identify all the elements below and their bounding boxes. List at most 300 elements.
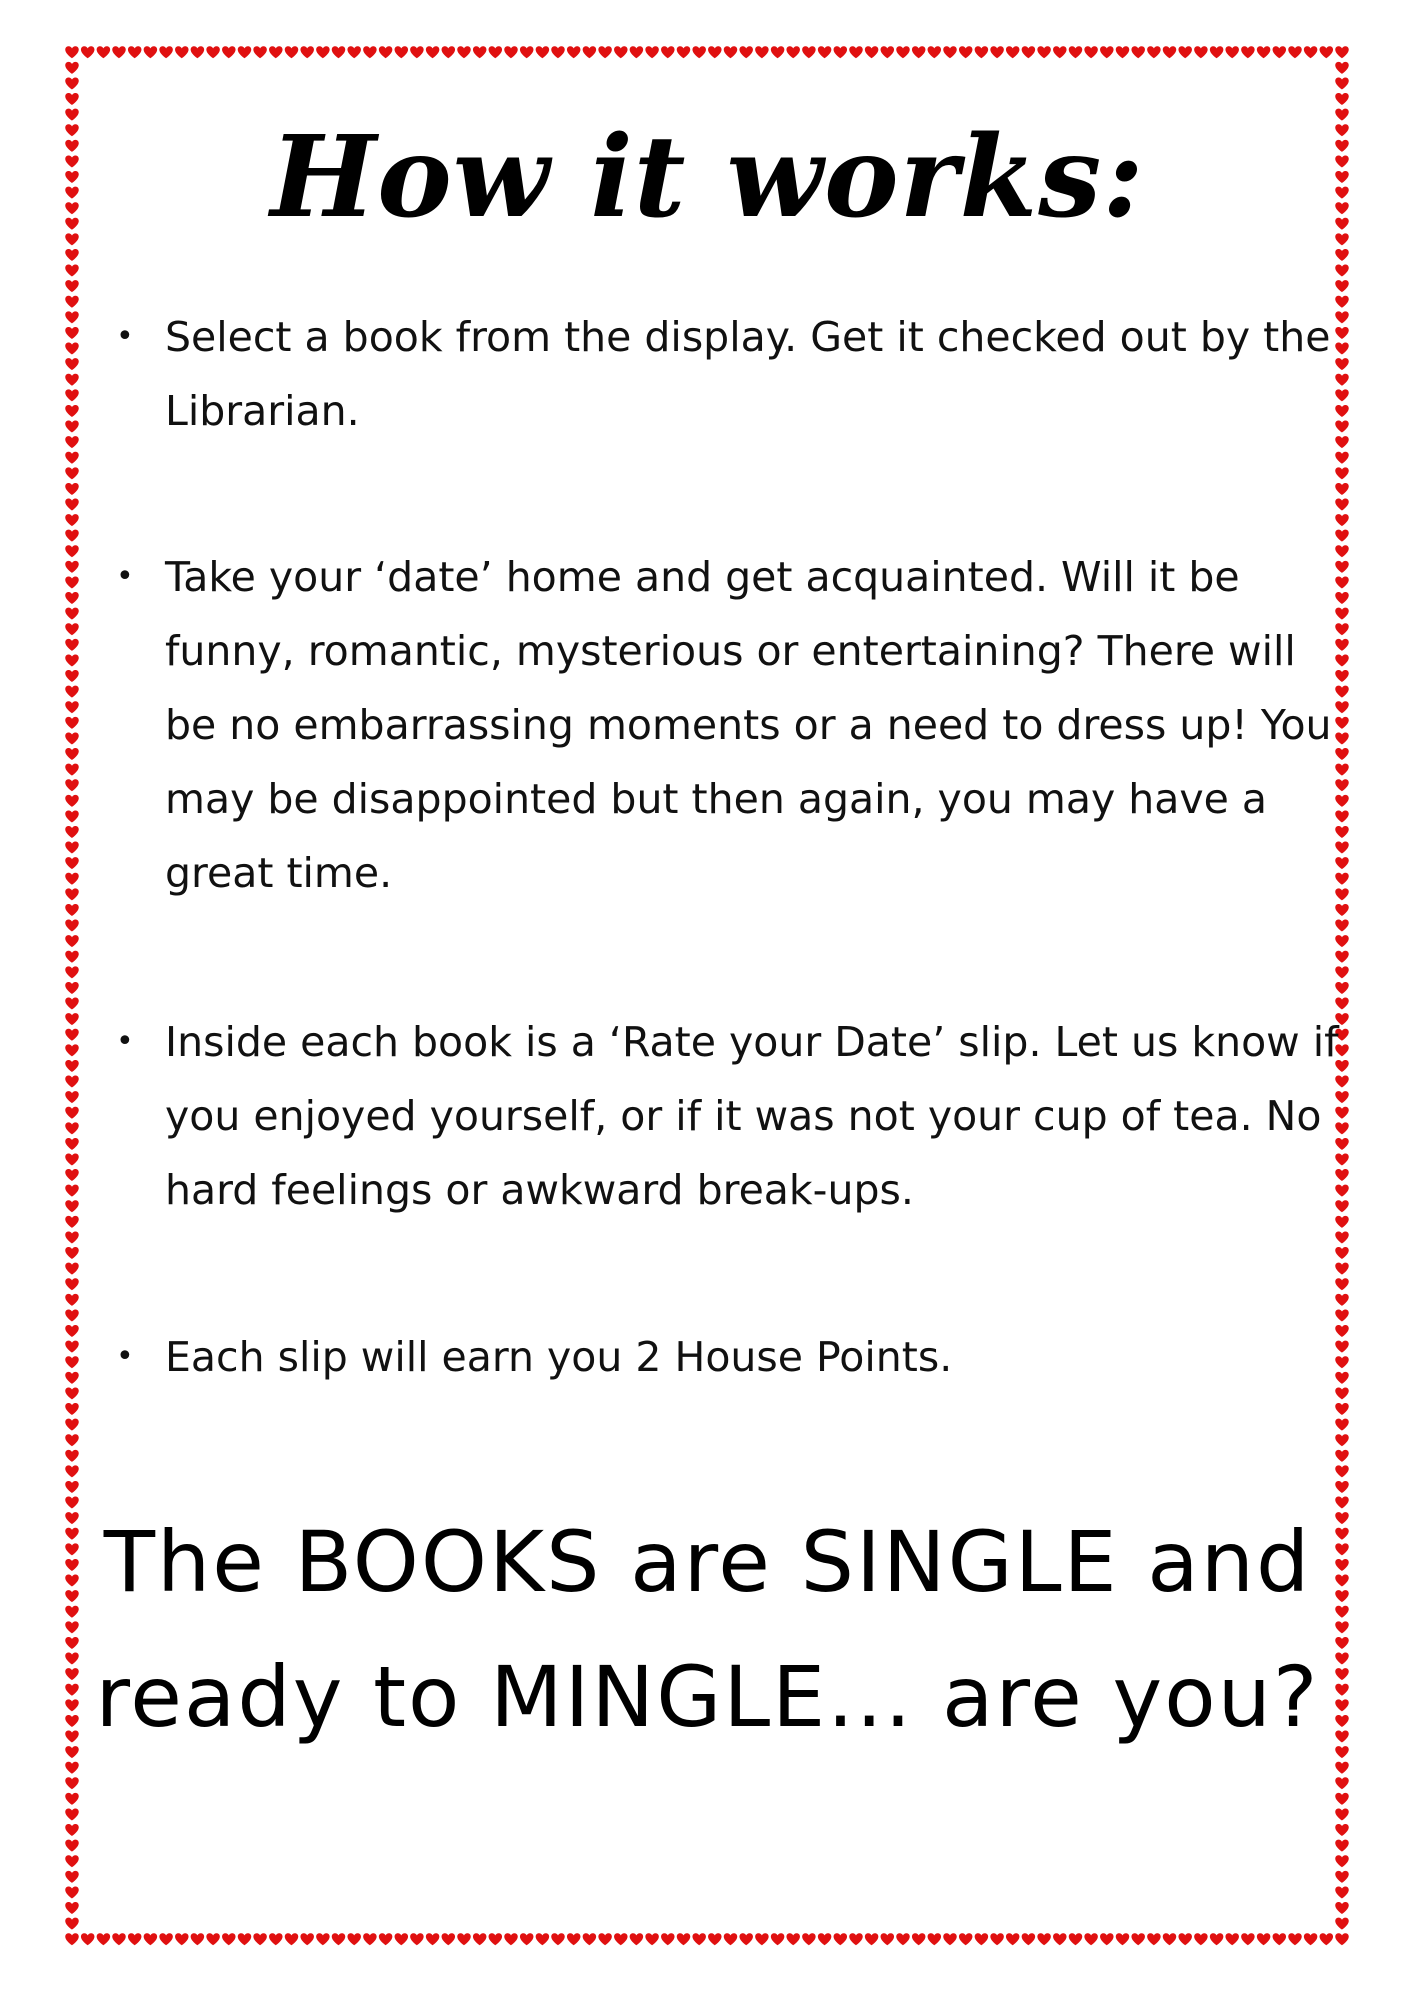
heart-icon <box>1335 982 1349 994</box>
heart-icon <box>614 46 628 58</box>
heart-icon <box>1147 1933 1161 1945</box>
heart-icon <box>65 77 79 89</box>
heart-icon <box>363 1933 377 1945</box>
heart-icon <box>175 1933 189 1945</box>
heart-icon <box>1335 265 1349 277</box>
heart-icon <box>630 46 644 58</box>
heart-icon <box>677 46 691 58</box>
heart-icon <box>489 1933 503 1945</box>
heart-icon <box>1069 46 1083 58</box>
heart-icon <box>536 1933 550 1945</box>
heart-icon <box>65 904 79 916</box>
heart-icon <box>65 62 79 74</box>
heart-icon <box>65 1138 79 1150</box>
heart-icon <box>426 46 440 58</box>
heart-icon <box>442 1933 456 1945</box>
heart-icon <box>426 1933 440 1945</box>
heart-icon <box>253 46 267 58</box>
heart-icon <box>661 46 675 58</box>
heart-icon <box>65 280 79 292</box>
heart-icon <box>112 46 126 58</box>
list-item <box>110 1005 1355 1227</box>
heart-icon <box>65 1013 79 1025</box>
heart-icon <box>363 46 377 58</box>
heart-icon <box>1335 1465 1349 1477</box>
heart-icon <box>802 1933 816 1945</box>
heart-icon <box>755 1933 769 1945</box>
heart-icon <box>551 46 565 58</box>
heart-icon <box>65 608 79 620</box>
heart-icon <box>1335 1403 1349 1415</box>
heart-icon <box>1335 1808 1349 1820</box>
heart-icon <box>1273 1933 1287 1945</box>
heart-icon <box>1100 46 1114 58</box>
heart-icon <box>959 1933 973 1945</box>
heart-icon <box>786 1933 800 1945</box>
heart-icon <box>1335 46 1349 58</box>
heart-icon <box>1084 1933 1098 1945</box>
heart-icon <box>1006 1933 1020 1945</box>
heart-icon <box>65 1044 79 1056</box>
heart-icon <box>238 1933 252 1945</box>
heart-icon <box>65 1216 79 1228</box>
heart-icon <box>1288 1933 1302 1945</box>
heart-icon <box>65 1060 79 1072</box>
heart-icon <box>65 93 79 105</box>
bullet-dot-icon: • <box>116 1024 134 1059</box>
heart-icon <box>222 1933 236 1945</box>
heart-icon <box>928 1933 942 1945</box>
heart-icon <box>65 1372 79 1384</box>
heart-icon <box>724 46 738 58</box>
heart-icon <box>65 296 79 308</box>
heart-icon <box>1335 452 1349 464</box>
heart-icon <box>65 576 79 588</box>
heart-icon <box>65 888 79 900</box>
heart-icon <box>1131 46 1145 58</box>
heart-icon <box>65 452 79 464</box>
heart-icon <box>849 1933 863 1945</box>
heart-icon <box>818 46 832 58</box>
heart-icon <box>65 1808 79 1820</box>
heart-icon <box>1037 46 1051 58</box>
heart-icon <box>191 46 205 58</box>
heart-icon <box>1037 1933 1051 1945</box>
bullet-dot-icon: • <box>116 319 134 354</box>
heart-icon <box>1335 1933 1349 1945</box>
heart-icon <box>285 46 299 58</box>
heart-icon <box>65 389 79 401</box>
heart-icon <box>65 826 79 838</box>
heart-icon <box>567 46 581 58</box>
heart-icon <box>395 1933 409 1945</box>
heart-icon <box>959 46 973 58</box>
heart-icon <box>65 920 79 932</box>
heart-icon <box>442 46 456 58</box>
heart-icon <box>583 46 597 58</box>
heart-icon <box>65 1107 79 1119</box>
heart-icon <box>1335 1481 1349 1493</box>
heart-icon <box>818 1933 832 1945</box>
heart-icon <box>395 46 409 58</box>
heart-icon <box>144 1933 158 1945</box>
heart-icon <box>990 1933 1004 1945</box>
heart-icon <box>614 1933 628 1945</box>
heart-icon <box>1335 1886 1349 1898</box>
heart-icon <box>97 46 111 58</box>
heart-icon <box>65 623 79 635</box>
heart-icon <box>1273 46 1287 58</box>
heart-icon <box>65 1902 79 1914</box>
heart-icon <box>802 46 816 58</box>
heart-icon <box>1335 1278 1349 1290</box>
heart-icon <box>1320 46 1334 58</box>
heart-icon <box>65 1450 79 1462</box>
list-item-text: Inside each book is a ‘Rate your Date’ slip. Let us know if you enjoyed yourself, or if it was not your cup of tea. No hard feelings or awkward break-ups. <box>165 1018 1339 1214</box>
heart-icon <box>65 405 79 417</box>
heart-icon <box>65 1434 79 1446</box>
heart-icon <box>692 46 706 58</box>
heart-icon <box>1335 1247 1349 1259</box>
heart-icon <box>65 1309 79 1321</box>
heart-icon <box>677 1933 691 1945</box>
heart-icon <box>65 1871 79 1883</box>
heart-icon <box>1335 1840 1349 1852</box>
heart-icon <box>504 46 518 58</box>
heart-icon <box>692 1933 706 1945</box>
heart-icon <box>81 1933 95 1945</box>
tagline-line-1: The BOOKS are SINGLE and <box>103 1513 1312 1611</box>
heart-icon <box>65 1076 79 1088</box>
heart-icon <box>65 1200 79 1212</box>
heart-icon <box>65 951 79 963</box>
heart-icon <box>630 1933 644 1945</box>
heart-icon <box>1335 280 1349 292</box>
list-item <box>110 540 1355 910</box>
heart-icon <box>300 1933 314 1945</box>
heart-icon <box>1100 1933 1114 1945</box>
heart-icon <box>975 46 989 58</box>
heart-icon <box>1163 1933 1177 1945</box>
heart-icon <box>65 1325 79 1337</box>
heart-icon <box>473 46 487 58</box>
heart-icon <box>65 717 79 729</box>
heart-icon <box>253 1933 267 1945</box>
heart-icon <box>65 358 79 370</box>
heart-icon <box>645 46 659 58</box>
heart-icon <box>65 1886 79 1898</box>
heart-icon <box>1131 1933 1145 1945</box>
heart-icon <box>1335 1450 1349 1462</box>
heart-icon <box>708 1933 722 1945</box>
heart-icon <box>1335 1231 1349 1243</box>
heart-icon <box>1194 46 1208 58</box>
heart-icon <box>1335 93 1349 105</box>
heart-icon <box>206 1933 220 1945</box>
heart-icon <box>1335 1871 1349 1883</box>
heart-icon <box>536 46 550 58</box>
tagline-line-2: ready to MINGLE... are you? <box>95 1648 1320 1746</box>
tagline <box>0 1495 1415 1765</box>
heart-icon <box>583 1933 597 1945</box>
heart-icon <box>771 46 785 58</box>
heart-icon <box>222 46 236 58</box>
heart-icon <box>755 46 769 58</box>
heart-icon <box>1335 249 1349 261</box>
heart-icon <box>65 857 79 869</box>
heart-icon <box>65 1091 79 1103</box>
heart-icon <box>65 1793 79 1805</box>
heart-icon <box>65 1263 79 1275</box>
heart-icon <box>943 1933 957 1945</box>
heart-icon <box>65 686 79 698</box>
heart-icon <box>410 1933 424 1945</box>
heart-icon <box>144 46 158 58</box>
heart-icon <box>739 1933 753 1945</box>
heart-icon <box>65 748 79 760</box>
bullet-dot-icon: • <box>116 559 134 594</box>
heart-icon <box>1335 920 1349 932</box>
heart-icon <box>159 46 173 58</box>
heart-icon <box>285 1933 299 1945</box>
heart-icon <box>65 1185 79 1197</box>
heart-icon <box>598 1933 612 1945</box>
heart-icon <box>65 654 79 666</box>
heart-icon <box>65 1122 79 1134</box>
heart-icon <box>65 483 79 495</box>
heart-icon <box>1116 1933 1130 1945</box>
heart-icon <box>347 46 361 58</box>
heart-icon <box>65 561 79 573</box>
heart-icon <box>865 46 879 58</box>
heart-icon <box>1147 46 1161 58</box>
heart-icon <box>1116 46 1130 58</box>
heart-icon <box>65 764 79 776</box>
heart-icon <box>990 46 1004 58</box>
heart-icon <box>65 1465 79 1477</box>
heart-icon <box>65 545 79 557</box>
heart-icon <box>65 982 79 994</box>
heart-icon <box>598 46 612 58</box>
heart-icon <box>489 46 503 58</box>
heart-icon <box>65 1169 79 1181</box>
heart-icon <box>379 46 393 58</box>
list-item <box>110 1320 1355 1394</box>
heart-icon <box>65 499 79 511</box>
heart-icon <box>1225 46 1239 58</box>
heart-icon <box>520 46 534 58</box>
heart-icon <box>65 436 79 448</box>
bullet-dot-icon: • <box>116 1339 134 1374</box>
heart-icon <box>316 46 330 58</box>
list-item-text: Select a book from the display. Get it checked out by the Librarian. <box>165 313 1331 435</box>
heart-icon <box>1257 1933 1271 1945</box>
heart-icon <box>1163 46 1177 58</box>
heart-icon <box>1335 483 1349 495</box>
heart-icon <box>269 1933 283 1945</box>
heart-icon <box>1335 951 1349 963</box>
heart-icon <box>81 46 95 58</box>
heart-icon <box>65 1278 79 1290</box>
heart-icon <box>1335 966 1349 978</box>
heart-icon <box>206 46 220 58</box>
heart-icon <box>65 249 79 261</box>
heart-icon <box>504 1933 518 1945</box>
heart-icon <box>238 46 252 58</box>
heart-icon <box>1320 1933 1334 1945</box>
heart-icon <box>1210 46 1224 58</box>
heart-icon <box>1053 46 1067 58</box>
heart-icon <box>1241 46 1255 58</box>
heart-icon <box>786 46 800 58</box>
list-item-text: Take your ‘date’ home and get acquainted. Will it be funny, romantic, mysterious or entertaining? There will be no embarrassing moments or a need to dress up! You may be disappointed but then again, you may have a great time. <box>165 553 1332 897</box>
heart-icon <box>65 1294 79 1306</box>
heart-icon <box>379 1933 393 1945</box>
heart-icon <box>65 1403 79 1415</box>
heart-icon <box>65 1840 79 1852</box>
heart-icon <box>834 46 848 58</box>
heart-icon <box>65 998 79 1010</box>
heart-icon <box>159 1933 173 1945</box>
heart-icon <box>551 1933 565 1945</box>
heart-icon <box>1335 1294 1349 1306</box>
heart-icon <box>65 1855 79 1867</box>
heart-icon <box>65 1824 79 1836</box>
heart-icon <box>65 795 79 807</box>
heart-icon <box>645 1933 659 1945</box>
heart-icon <box>65 327 79 339</box>
heart-icon <box>65 1247 79 1259</box>
heart-icon <box>65 1231 79 1243</box>
heart-icon <box>65 701 79 713</box>
heart-icon <box>724 1933 738 1945</box>
heart-icon <box>65 732 79 744</box>
heart-icon <box>65 374 79 386</box>
heart-icon <box>1335 1434 1349 1446</box>
heart-icon <box>849 46 863 58</box>
heart-icon <box>928 46 942 58</box>
heart-icon <box>1304 46 1318 58</box>
heart-icon <box>1225 1933 1239 1945</box>
heart-icon <box>1335 77 1349 89</box>
heart-icon <box>65 873 79 885</box>
heart-icon <box>65 592 79 604</box>
heart-icon <box>1257 46 1271 58</box>
heart-icon <box>1335 499 1349 511</box>
heart-icon <box>1335 935 1349 947</box>
heart-icon <box>65 1933 79 1945</box>
heart-icon <box>520 1933 534 1945</box>
heart-icon <box>65 935 79 947</box>
heart-icon <box>708 46 722 58</box>
heart-icon <box>943 46 957 58</box>
heart-icon <box>269 46 283 58</box>
heart-icon <box>65 966 79 978</box>
heart-icon <box>457 46 471 58</box>
heart-icon <box>912 1933 926 1945</box>
heart-icon <box>65 779 79 791</box>
heart-icon <box>1335 1777 1349 1789</box>
heart-icon <box>65 1481 79 1493</box>
heart-icon <box>65 530 79 542</box>
heart-icon <box>739 46 753 58</box>
heart-icon <box>1335 1824 1349 1836</box>
heart-icon <box>1084 46 1098 58</box>
heart-icon <box>1194 1933 1208 1945</box>
heart-icon <box>473 1933 487 1945</box>
heart-icon <box>567 1933 581 1945</box>
heart-icon <box>896 46 910 58</box>
page-title: How it works: <box>270 112 1145 243</box>
heart-icon <box>881 46 895 58</box>
heart-icon <box>1053 1933 1067 1945</box>
heart-icon <box>65 1419 79 1431</box>
heart-icon <box>112 1933 126 1945</box>
heart-icon <box>1335 1793 1349 1805</box>
heart-icon <box>410 46 424 58</box>
heart-icon <box>1210 1933 1224 1945</box>
heart-icon <box>97 1933 111 1945</box>
heart-icon <box>1335 514 1349 526</box>
heart-icon <box>65 421 79 433</box>
heart-icon <box>1006 46 1020 58</box>
heart-icon <box>65 46 79 58</box>
heart-icon <box>1178 1933 1192 1945</box>
heart-icon <box>771 1933 785 1945</box>
heart-icon <box>65 343 79 355</box>
heart-icon <box>1335 1419 1349 1431</box>
heart-icon <box>65 265 79 277</box>
heart-icon <box>975 1933 989 1945</box>
heart-icon <box>1335 1918 1349 1930</box>
heart-icon <box>65 670 79 682</box>
heart-icon <box>1335 1263 1349 1275</box>
heart-icon <box>1288 46 1302 58</box>
heart-icon <box>1022 1933 1036 1945</box>
heart-icon <box>1335 62 1349 74</box>
heart-icon <box>65 810 79 822</box>
heart-icon <box>881 1933 895 1945</box>
heart-icon <box>65 311 79 323</box>
heart-icon <box>1178 46 1192 58</box>
heart-icon <box>65 842 79 854</box>
heart-icon <box>457 1933 471 1945</box>
heart-icon <box>65 1387 79 1399</box>
heart-icon <box>65 1777 79 1789</box>
heart-icon <box>912 46 926 58</box>
heart-icon <box>65 1918 79 1930</box>
heart-icon <box>1335 1855 1349 1867</box>
heart-icon <box>191 1933 205 1945</box>
heart-icon <box>332 1933 346 1945</box>
heart-icon <box>332 46 346 58</box>
heart-icon <box>175 46 189 58</box>
heart-icon <box>65 467 79 479</box>
heart-icon <box>661 1933 675 1945</box>
heart-icon <box>1304 1933 1318 1945</box>
heart-icon <box>65 514 79 526</box>
heart-icon <box>65 1356 79 1368</box>
heart-icon <box>834 1933 848 1945</box>
heart-icon <box>128 46 142 58</box>
heart-icon <box>1069 1933 1083 1945</box>
heart-icon <box>65 1029 79 1041</box>
heart-icon <box>65 1341 79 1353</box>
heart-icon <box>65 639 79 651</box>
list-item <box>110 300 1355 448</box>
heart-icon <box>347 1933 361 1945</box>
heart-icon <box>865 1933 879 1945</box>
